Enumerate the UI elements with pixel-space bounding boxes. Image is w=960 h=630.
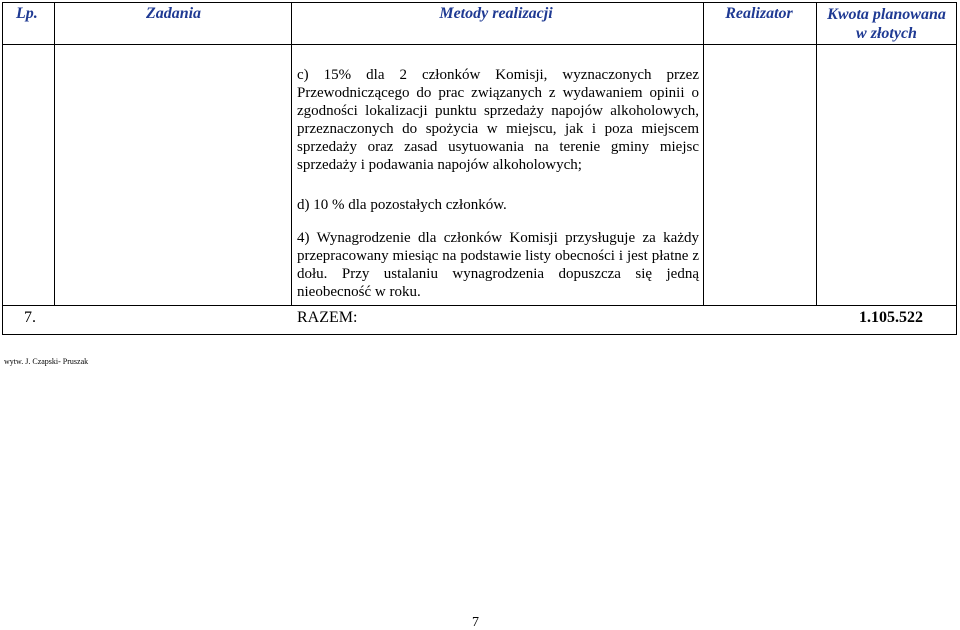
col-divider-lp: [54, 2, 55, 305]
page-number: 7: [472, 615, 479, 630]
header-lp: Lp.: [16, 5, 38, 22]
col-divider-metody: [703, 2, 704, 305]
header-kwota-line1: Kwota planowana: [827, 6, 946, 23]
table-border-left: [2, 2, 3, 335]
header-metody-realizacji: Metody realizacji: [439, 5, 553, 22]
paragraph-d: d) 10 % dla pozostałych członków.: [297, 197, 507, 213]
summary-row-label: RAZEM:: [297, 309, 358, 326]
header-realizator: Realizator: [725, 5, 793, 22]
paragraph-c: c) 15% dla 2 członków Komisji, wyznaczonych przez Przewodniczącego do prac związanych z wydawaniem opinii o zgodności lokalizacji punktu sprzedaży napojów alkoholowych, przeznaczonych do spożycia w miejscu, jak i poza miejscem sprzedaży oraz zasad usytuowania na terenie gminy miejsc sprzedaży i podawania napojów alkoholowych;: [297, 67, 699, 173]
paragraph-4: 4) Wynagrodzenie dla członków Komisji przysługuje za każdy przepracowany miesiąc na podstawie listy obecności i jest płatne z dołu. Przy ustalaniu wynagrodzenia dopuszcza się jedną nieobecność w roku.: [297, 230, 699, 300]
summary-row-top-border: [2, 305, 957, 306]
table-border-right: [956, 2, 957, 335]
header-divider: [2, 44, 957, 45]
table-border-bottom: [2, 334, 957, 335]
header-zadania: Zadania: [145, 5, 202, 22]
header-kwota-line2: w złotych: [856, 25, 917, 42]
header-kwota-planowana: [818, 5, 955, 43]
col-divider-zadania: [291, 2, 292, 305]
summary-row-total: 1.105.522: [859, 309, 923, 326]
col-divider-realizator: [816, 2, 817, 305]
footer-note: wytw. J. Czapski- Pruszak: [4, 357, 89, 366]
summary-row-number: 7.: [24, 309, 36, 326]
table-border-top: [2, 2, 957, 3]
